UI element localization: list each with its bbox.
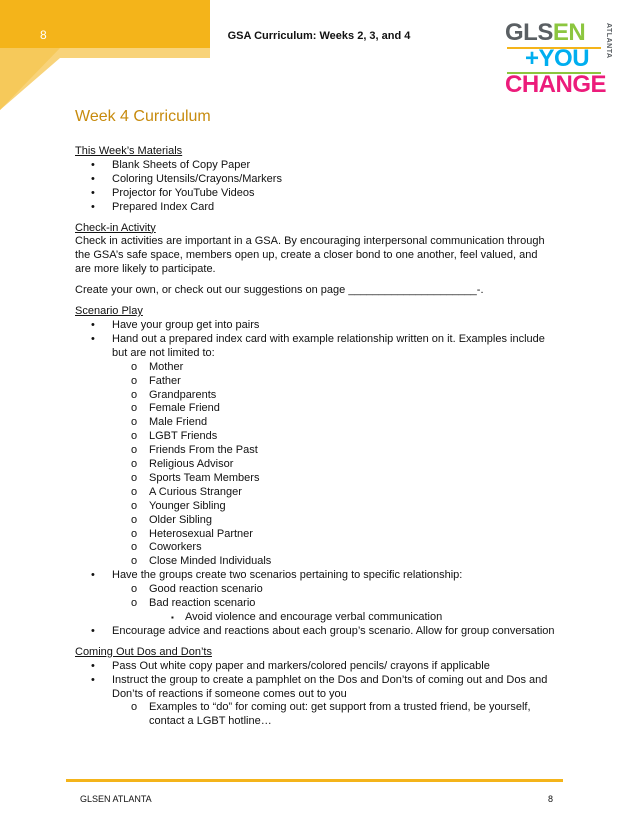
list-item-text: Encourage advice and reactions about each group’s scenario. Allow for group conversation [112, 624, 555, 637]
checkin-suggestion: Create your own, or check out our suggestions on page _____________________-. [75, 284, 484, 297]
relationship-item [75, 514, 555, 528]
list-item-text: Female Friend [149, 402, 220, 415]
relationship-item [75, 389, 555, 403]
list-item-text: Prepared Index Card [112, 200, 215, 213]
list-item [75, 660, 555, 674]
bullet-marker: • [91, 200, 95, 213]
relationship-item [75, 472, 555, 486]
page-content [75, 107, 555, 729]
list-marker: o [131, 444, 138, 457]
list-marker: o [131, 402, 138, 415]
list-item-text: Avoid violence and encourage verbal communication [185, 611, 443, 623]
relationship-item [75, 416, 555, 430]
list-marker: o [131, 597, 138, 610]
list-item-text: Coworkers [149, 541, 202, 554]
list-item [75, 333, 555, 361]
relationship-item [75, 444, 555, 458]
header-title: GSA Curriculum: Weeks 2, 3, and 4 [227, 30, 411, 42]
list-marker: o [131, 527, 138, 540]
list-marker: o [131, 374, 138, 387]
relationship-item [75, 486, 555, 500]
list-item [75, 173, 555, 187]
list-item-text: Father [149, 374, 181, 387]
list-marker: o [131, 513, 138, 526]
bullet-marker: • [91, 158, 95, 171]
list-item-text: Examples to “do” for coming out: get support from a trusted friend, be yourself, contact a LGBT hotline… [149, 701, 531, 728]
list-item [75, 674, 555, 702]
coming-out-list [75, 660, 555, 730]
list-marker: o [131, 416, 138, 429]
bullet-marker: • [91, 172, 95, 185]
list-item-text: Heterosexual Partner [149, 527, 253, 540]
coming-out-heading: Coming Out Dos and Don’ts [75, 645, 212, 658]
scenario-type-item [75, 583, 555, 597]
relationship-item [75, 555, 555, 569]
relationship-item [75, 541, 555, 555]
sub-note-item [75, 611, 555, 625]
materials-heading: This Week’s Materials [75, 145, 183, 157]
relationship-item [75, 402, 555, 416]
logo-line-change: CHANGE [505, 71, 607, 98]
list-item-text: Religious Advisor [149, 458, 234, 471]
relationship-item [75, 528, 555, 542]
checkin-body: Check in activities are important in a GSA. By encouraging interpersonal communication through the GSA’s safe space, members open up, create a closer bond to one another, feel valued, and are more likely to participate. [75, 235, 545, 276]
list-marker: ▪ [171, 613, 174, 622]
list-marker: o [131, 555, 138, 568]
logo-line-glsen: GLSEN [505, 19, 586, 46]
list-item-text: Mother [149, 360, 184, 373]
list-item-text: Hand out a prepared index card with example relationship written on it. Examples include but are not limited to: [112, 332, 545, 359]
scenario-type-item [75, 597, 555, 611]
list-item [75, 201, 555, 215]
scenario-heading: Scenario Play [75, 305, 143, 318]
scenario-list [75, 319, 555, 639]
list-marker: • [91, 569, 95, 582]
list-item-text: Older Sibling [149, 513, 212, 526]
list-item-text: Projector for YouTube Videos [112, 186, 255, 199]
list-item-text: LGBT Friends [149, 430, 218, 443]
list-item [75, 187, 555, 201]
list-marker: o [131, 485, 138, 498]
list-item-text: Male Friend [149, 416, 208, 429]
footer-divider [66, 779, 563, 782]
list-marker: o [131, 541, 138, 554]
list-marker: • [91, 659, 95, 672]
list-item [75, 159, 555, 173]
list-marker: o [131, 583, 138, 596]
list-marker: • [91, 624, 95, 637]
header-corner-graphic [0, 0, 210, 110]
list-marker: • [91, 673, 95, 686]
list-marker: • [91, 318, 95, 331]
relationship-item [75, 375, 555, 389]
list-item-text: A Curious Stranger [149, 485, 242, 498]
list-marker: o [131, 471, 138, 484]
list-item-text: Grandparents [149, 388, 217, 401]
list-item-text: Instruct the group to create a pamphlet on the Dos and Don’ts of coming out and Dos and Don’ts of reactions if someone comes out to you [112, 673, 548, 700]
list-item [75, 569, 555, 583]
relationship-item [75, 500, 555, 514]
list-marker: o [131, 701, 138, 714]
list-item-text: Younger Sibling [149, 499, 226, 512]
relationship-item [75, 430, 555, 444]
list-marker: o [131, 388, 138, 401]
list-item-text: Good reaction scenario [149, 583, 263, 596]
materials-list [75, 159, 555, 215]
list-marker: o [131, 430, 138, 443]
list-item-text: Sports Team Members [149, 471, 260, 484]
list-marker: o [131, 458, 138, 471]
footer-org-name: GLSEN ATLANTA [80, 794, 152, 804]
list-item-text: Bad reaction scenario [149, 597, 256, 610]
footer-page-number: 8 [548, 794, 554, 804]
relationship-item [75, 361, 555, 375]
list-marker: o [131, 360, 138, 373]
list-item-text: Friends From the Past [149, 444, 258, 457]
list-marker: o [131, 499, 138, 512]
list-item-text: Have the groups create two scenarios pertaining to specific relationship: [112, 569, 463, 582]
list-item-text: Pass Out white copy paper and markers/colored pencils/ crayons if applicable [112, 659, 490, 672]
logo-atlanta-label: ATLANTA [605, 23, 612, 59]
list-item [75, 625, 555, 639]
list-item-text: Blank Sheets of Copy Paper [112, 158, 251, 171]
glsen-you-change-logo [505, 21, 617, 101]
relationship-item [75, 458, 555, 472]
header-page-number: 8 [40, 28, 47, 42]
section-title: Week 4 Curriculum [75, 108, 211, 125]
list-item [75, 319, 555, 333]
bullet-marker: • [91, 186, 95, 199]
list-item-text: Have your group get into pairs [112, 318, 260, 331]
list-marker: • [91, 332, 95, 345]
logo-line-you: +YOU [525, 45, 590, 72]
list-item-text: Close Minded Individuals [149, 555, 272, 568]
list-item [75, 701, 555, 729]
list-item-text: Coloring Utensils/Crayons/Markers [112, 172, 282, 185]
checkin-heading: Check-in Activity [75, 221, 156, 234]
